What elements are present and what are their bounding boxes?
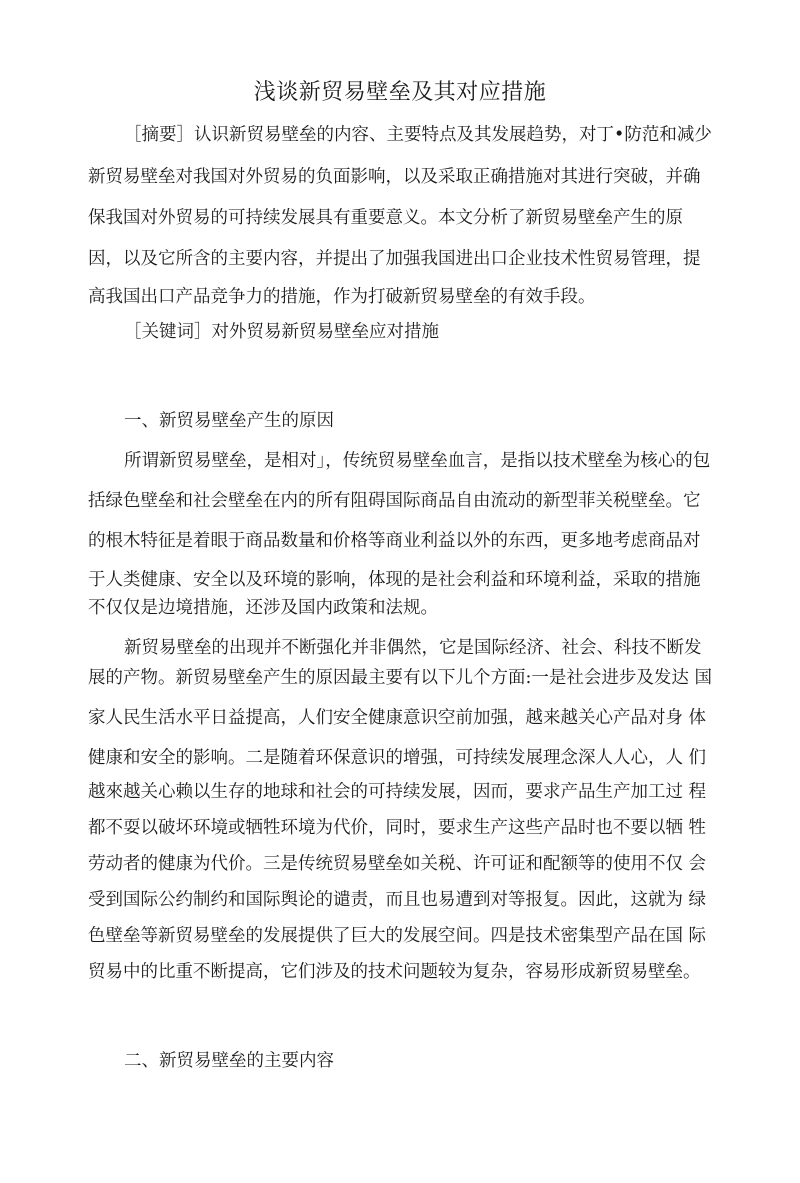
paragraph-line: 括绿色壁垒和社会壁垒在内的所有阻碍国际商品自由流动的新型菲关税壁垒。它 <box>88 491 701 511</box>
paragraph-line: 的根木特征是着眼于商品数量和价格等商业利益以外的东西，更多地考虑商品对 <box>88 531 701 551</box>
section-heading: 一、新贸易壁垒产生的原因 <box>124 411 334 431</box>
paragraph-line: 新贸易壁垒的出现并不断强化并非偶然，它是国际经济、社会、科技不断发 <box>124 638 702 658</box>
paragraph-line: 都不耍以破坏环境或牺牲环境为代价，同时，要求生产这些产品时也不要以牺 牲 <box>88 818 707 838</box>
abstract-line: ［摘要］认识新贸易壁垒的内容、主要特点及其发展趋势，对丁•防范和减少 <box>124 125 712 145</box>
abstract-line: 高我国出口产品竞争力的措施，作为打破新贸易壁垒的有效手段。 <box>88 287 596 307</box>
abstract-line: 保我国对外贸易的可持续发展具有重要意义。本文分析了新贸易壁垒产生的原 <box>88 208 683 228</box>
paragraph-line: 越來越关心赖以生存的地球和社会的可持续发展，因而，要求产品生产加工过 程 <box>88 782 707 802</box>
paragraph-line: 贸易中的比重不断提高，它们涉及的技术问题较为复杂，容易形成新贸易壁垒。 <box>88 962 701 982</box>
paragraph-line: 健康和安全的影响。二是随着环保意识的增强，可持续发展理念深人人心，人 们 <box>88 748 707 768</box>
page-title: 浅谈新贸易壁垒及其对应措施 <box>253 80 547 105</box>
abstract-line: 因，以及它所含的主要内容，并提出了加强我国进出口企业技术性贸易管理，提 <box>88 249 701 269</box>
keywords-line: ［关键词］对外贸易新贸易壁垒应对措施 <box>124 322 439 342</box>
paragraph-line: 色壁垒等新贸易壁垒的发展提供了巨大的发展空间。四是技术密集型产品在国 际 <box>88 926 707 946</box>
paragraph-line: 家人民生活水平日益提高，人们安全健康意识空前加强，越来越关心产品对身 体 <box>88 708 707 728</box>
paragraph-line: 于人类健康、安全以及环境的影响，体现的是社会利益和环境利益，采取的措施 <box>88 570 701 590</box>
paragraph-line: 劳动者的健康为代价。三是传统贸易壁垒如关税、许可证和配额等的使用不仅 会 <box>88 854 707 874</box>
section-heading: 二、新贸易壁垒的主要内容 <box>124 1051 334 1071</box>
paragraph-line: 不仅仅是边境措施，还涉及国内政策和法规。 <box>88 598 438 618</box>
paragraph-line: 所谓新贸易壁垒，是相对」，传统贸易壁垒血言，是指以技术壁垒为核心的包 <box>124 451 711 471</box>
abstract-line: 新贸易壁垒对我国对外贸易的负面影响，以及采取正确措施对其进行突破，并确 <box>88 167 701 187</box>
paragraph-line: 受到国际公约制约和国际舆论的谴责，而且也易遭到对等报复。因此，这就为 绿 <box>88 890 707 910</box>
paragraph-line: 展的产物。新贸易壁垒产生的原因最主要有以下儿个方面:一是社会进步及发达 国 <box>88 668 712 688</box>
